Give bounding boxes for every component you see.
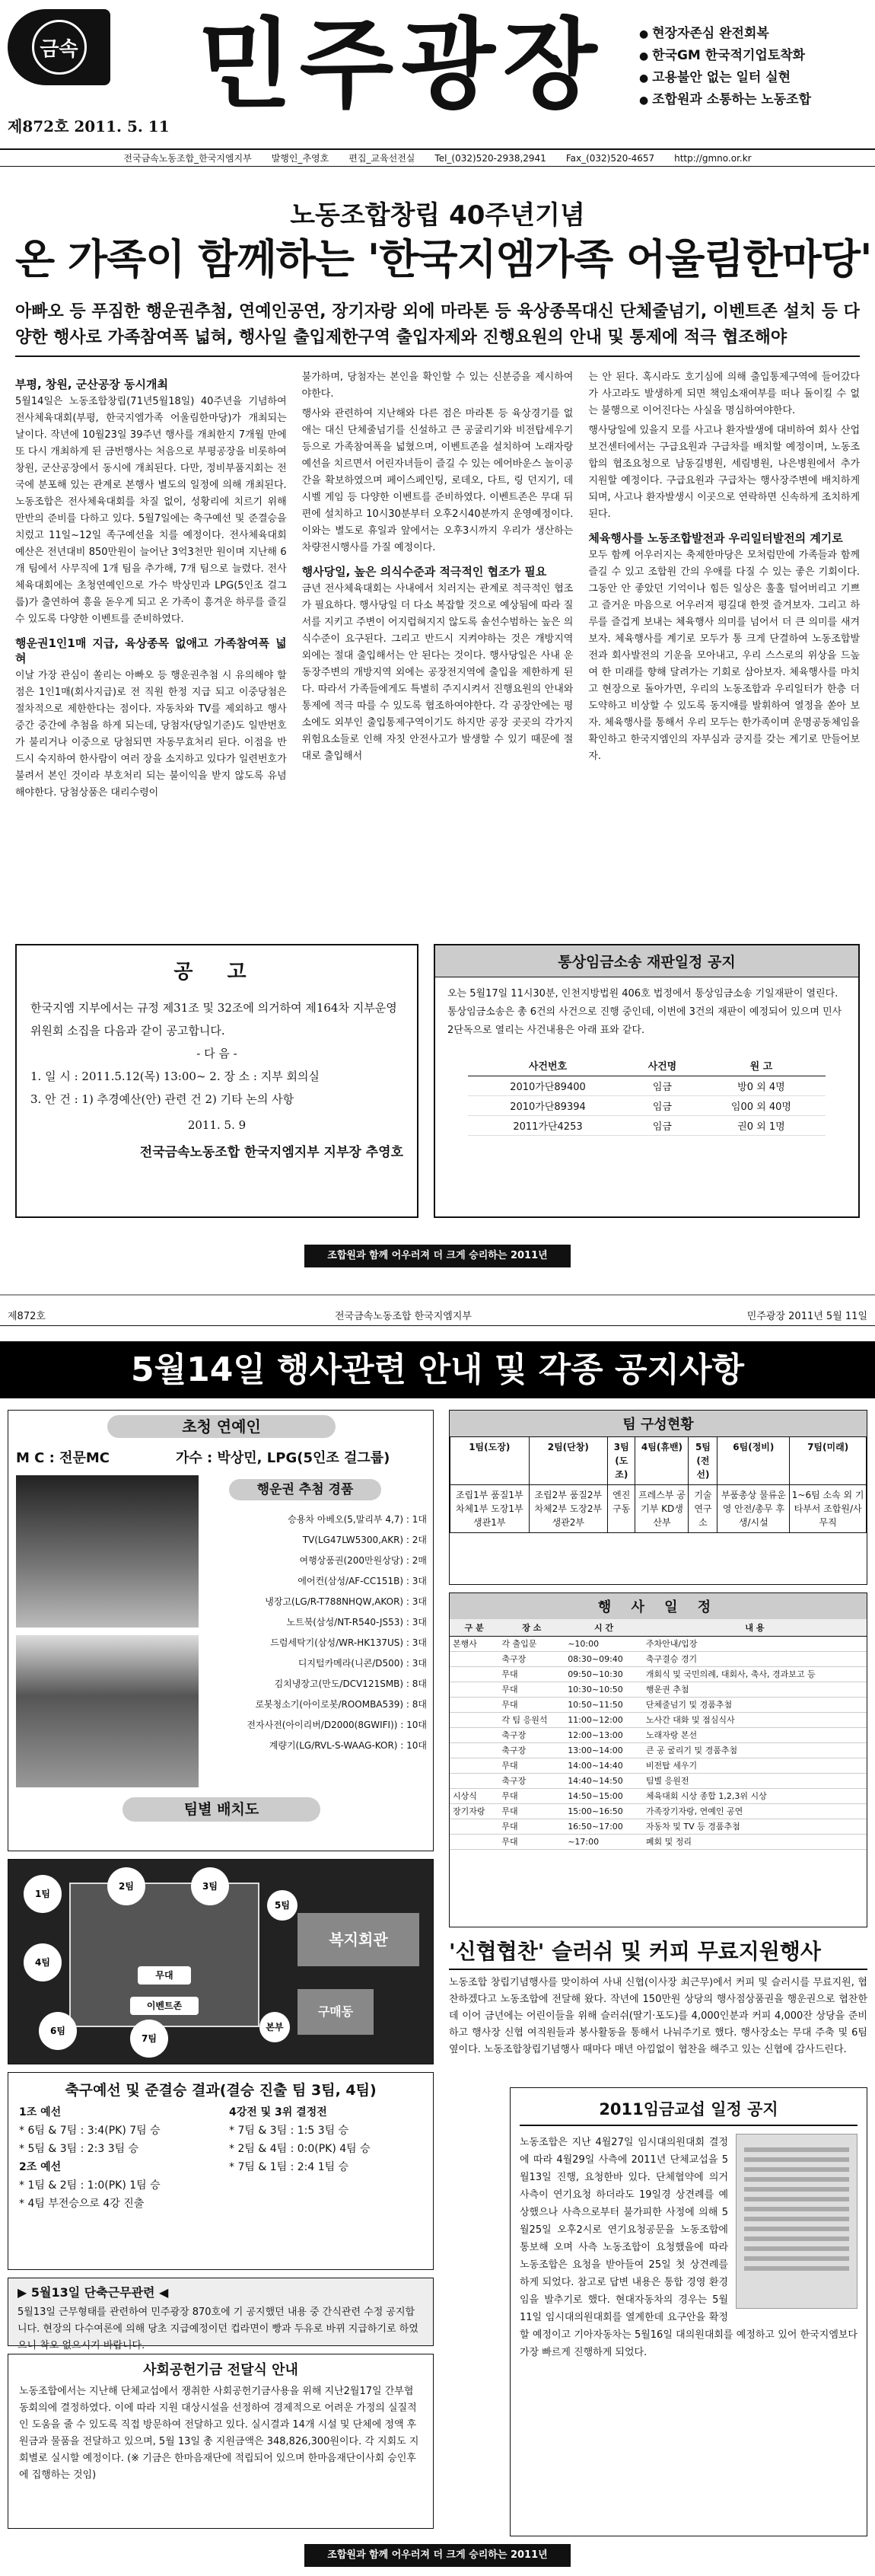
official-notice-box [15,944,418,1218]
table-cell: 16:50~17:00 [565,1819,643,1835]
table-cell [450,1835,498,1850]
table-cell: 권0 외 1명 [697,1116,826,1136]
table-header: 사건번호 [468,1055,628,1076]
table-cell: 11:00~12:00 [565,1713,643,1728]
notice-title: 공 고 [173,961,260,984]
bargaining-title: 2011임금교섭 일정 공지 [520,2097,858,2126]
table-row [450,1652,867,1667]
schedule-title: 행 사 일 정 [450,1593,867,1619]
prize-item: 드럼세탁기(삼성/WR-HK137US) : 3대 [270,1637,427,1648]
result-line: 2조 예선 [19,2161,62,2173]
table-cell: 각 출입문 [498,1637,565,1652]
table-header: 장 소 [498,1619,565,1637]
soccer-results-title: 축구예선 및 준결승 결과(결승 진출 팀 3팀, 4팀) [65,2082,377,2099]
wage-title: 통상임금소송 재판일정 공지 [435,945,858,977]
section-heading: 행운권1인1매 지급, 육상종목 없애고 가족참여폭 넓혀 [15,636,287,665]
result-line: 1조 예선 [19,2106,62,2119]
table-cell: 엔진구동 [608,1485,635,1533]
table-header: 구 분 [450,1619,498,1637]
table-cell: 14:50~15:00 [565,1789,643,1804]
table-cell: 2011가단4253 [468,1116,628,1136]
table-header: 2팀(단창) [529,1437,608,1485]
table-cell: 14:00~14:40 [565,1758,643,1774]
zone-marker: 6팀 [39,2012,77,2050]
prize-item: 여행상품권(200만원상당) : 2매 [299,1555,427,1566]
table-header: 7팀(미래) [790,1437,867,1485]
prize-item: 승용차 아베오(5,말리부 4,7) : 1대 [288,1514,427,1525]
table-cell: ~17:00 [565,1835,643,1850]
singer-name: 가수 : 박상민, LPG(5인조 걸그룹) [176,1450,390,1466]
table-cell: 큰 공 굴리기 및 경품추첨 [643,1743,867,1758]
info-publisher: 발행인_추영호 [271,153,329,164]
newspaper-title: 민주광장 [198,8,605,122]
table-header-row [468,1055,826,1076]
table-cell [450,1713,498,1728]
table-cell: 부품총상 물류운영 안전/총무 후생/시설 [718,1485,790,1533]
result-line: * 6팀 & 7팀 : 3:4(PK) 7팀 승 [19,2125,161,2137]
paragraph: 모두 함께 어우러지는 축제한마당은 모처럼만에 가족들과 함께 즐길 수 있고 조합원 간의 우애를 다질 수 있는 좋은 기회이다. 그동안 안 좋았던 기억이나 힘든 일상은 훌훌 털어버리고 기쁘고 즐거운 마음으로 어우러져 평길대 한껏 즐겨보자. 그리고 하루를 즐겁게 보내는 체육행사 의미를 넘어서 더 큰 의미를 새겨보자. 체육행사를 계기로 모두가 통 크게 단결하여 노동조합발전과 회사발전의 기운을 모아내고, 우리 스스로의 위상을 드높여 한 미래를 향해 달려가는 기회로 삼아보자. 체육행사를 마치고 현장으로 돌아가면, 우리의 노동조합과 우리일터가 한층 더 도약하고 비상할 수 있도록 동지애를 발휘하여 열정을 쏟아 보자. 체육행사를 통해서 우리 모두는 한가족이며 운명공동체임을 확인하고 한국지엠인의 자부심과 긍지를 갖는 계기로 만들어보자. [588,550,861,762]
team-title: 팀 구성현황 [450,1411,867,1436]
prize-item: 로봇청소기(아이로봇/ROOMBA539) : 8대 [255,1699,427,1710]
zone-marker: 5팀 [267,1890,298,1921]
table-cell: 10:30~10:50 [565,1682,643,1698]
table-header: 5팀(전선) [689,1437,718,1485]
table-row [450,1728,867,1743]
notice-sub: - 다 음 - [196,1047,237,1060]
page2-date: 민주광장 2011년 5월 11일 [746,1311,867,1322]
union-goals [639,23,867,111]
prize-title: 행운권 추첨 경품 [229,1479,381,1500]
table-cell: 13:00~14:00 [565,1743,643,1758]
table-cell: 노래자랑 본선 [643,1728,867,1743]
table-cell [450,1774,498,1789]
table-cell: 임금 [628,1096,697,1116]
table-cell [450,1819,498,1835]
table-cell: 14:40~14:50 [565,1774,643,1789]
schedule-table [450,1619,867,1850]
result-line: * 7팀 & 1팀 : 2:4 1팀 승 [229,2161,349,2173]
subheadline: 아빠오 등 푸짐한 행운권추첨, 연예인공연, 장기자랑 외에 마라톤 등 육상종목대신 단체줄넘기, 이벤트존 설치 등 다양한 행사로 가족참여폭 넓혀, 행사일 출입제한구역 출입자제와 진행요원의 안내 및 통제에 적극 협조해야 [15,299,860,357]
prize-item: 김치냉장고(만도/DCV121SMB) : 8대 [274,1679,427,1689]
table-cell: 임금 [628,1076,697,1096]
prize-item: TV(LG47LW5300,AKR) : 2대 [302,1535,427,1545]
table-row [450,1758,867,1774]
prize-item: 에어컨(삼성/AF-CC151B) : 3대 [298,1576,427,1586]
prize-item: 냉장고(LG/R-T788NHQW,AKOR) : 3대 [265,1596,427,1607]
table-cell: 1~6팀 소속 외 기타부서 조합원/사무직 [790,1485,867,1533]
paragraph: 5월14일은 노동조합창립(71년5월18일) 40주년을 기념하여 전사체육대회(부평, 한국지엠가족 어울림한마당)가 개최되는 날이다. 작년에 10월23일 39주년 행사를 개최한지 7개월 만에 또 다시 개최하게 된 금번행사는 처음으로 부평공장을 비롯하여 창원, 군산공장에서 동시에 개최된다. 다만, 정비부품지회는 전국에 분포해 있는 관계로 본행사 별도의 일정에 의해 개최된다. 노동조합은 전사체육대회를 차질 없이, 성황리에 치르기 위해 만반의 준비를 다하고 있다. 5월7일에는 축구예선 및 준결승을 치렀고 11일~12일 족구예선을 치를 예정이다. 전사체육대회 예산은 전년대비 850만원이 늘어난 3억3천만 원이며 지난해 6개 팀에서 사무직에 1개 팀을 추가해, 7개 팀으로 늘렸다. 전사체육대회에는 초청연예인으로 가수 박상민과 LPG(5인조 걸그룹)가 출연하여 흥을 돋우게 되고 온 가족이 흥겨운 하루를 즐길 수 있도록 다양한 이벤트를 준비하였다. [15,396,287,625]
table-cell: 무대 [498,1758,565,1774]
social-fund-title: 사회공헌기금 전달식 안내 [143,2362,298,2378]
welfare-building: 복지회관 [298,1913,419,1966]
result-line: * 5팀 & 3팀 : 2:3 3팀 승 [19,2143,139,2155]
table-cell [450,1667,498,1682]
page2-banner: 5월14일 행사관련 안내 및 각종 공지사항 [0,1341,875,1398]
bargaining-body: 노동조합은 지난 4월27일 임시대의원대회 결정에 따라 4월29일 사측에 2011년 단체교섭을 5월13일 진행, 요청한바 있다. 단체협약에 의거 사측이 연기요청 하더라도 19일경 상견례를 예상했으나 사측으로부터 불가피한 사정에 의해 5월25일 오후2시로 연기요청공문을 노동조합에 통보해 오며 사측 노동조합이 요청했을에 따라 노동조합은 요청을 받아들여 25일 첫 상견례를 하게 되었다. 참고로 답변 내용은 통합 경영 환경임을 발추기로 했다. 현대자동차의 경우는 5월11일 임시대의원대회를 열계한데 요구안을 확정할 예정이고 기아자동차는 5월16일 대의원대회를 예정하고 있어 한국지엠보다 가장 빠르게 진행하게 되었다. [520,2137,858,2358]
zone-marker: 본부 [259,2012,290,2042]
table-cell: 08:30~09:40 [565,1652,643,1667]
social-fund-notice [8,2354,434,2529]
paragraph: 이날 가장 관심이 쏠리는 아빠오 등 행운권추첨 시 유의해야 할 점은 1인1매(회사지급)로 전 직원 한정 지급 되고 이중당첨은 절차적으로 제한한다는 점이다. 자동차와 TV를 제외하고 행사 중간 중간에 추첨을 하게 되는데, 당첨자(당일기준)도 일반번호가 불리거나 이중으로 당첨되면 자동무효처리 된다. 이점을 반드시 숙지하여 한사람이 여러 장을 소지하고 있다가 일련번호가 불려서 본인 것이라 부호처리 되는 불이익을 받지 않도록 유념해야한다. 당첨상품은 대리수령이 [15,670,287,799]
page-footer-slogan: 조합원과 함께 어우러져 더 크게 승리하는 2011년 [304,2544,571,2567]
union-logo [8,9,110,85]
table-row [450,1485,867,1533]
table-cell: 비전탑 세우기 [643,1758,867,1774]
coffee-title: '신협협찬' 슬러쉬 및 커피 무료지원행사 [449,1935,867,1970]
page2-org: 전국금속노동조합 한국지엠지부 [335,1311,472,1322]
table-cell: 자동차 및 TV 등 경품추첨 [643,1819,867,1835]
logo-text: 금속 [32,20,87,75]
table-cell: 2010가단89400 [468,1076,628,1096]
lawsuit-table [468,1055,826,1136]
notice-date: 2011. 5. 9 [187,1118,247,1132]
table-header: 사건명 [628,1055,697,1076]
girlgroup-photo [16,1635,199,1787]
goal-item: ● 고용불안 없는 일터 실현 [639,67,867,89]
short-work-title: ▶ 5월13일 단축근무관련 ◀ [18,2285,169,2300]
wage-lawsuit-box [434,944,860,1218]
result-line: * 1팀 & 2팀 : 1:0(PK) 1팀 승 [19,2179,161,2192]
event-schedule-box [449,1592,867,1927]
table-cell: 주차안내/입장 [643,1637,867,1652]
wage-bargaining-notice [510,2087,867,2536]
table-cell: 임00 외 40명 [697,1096,826,1116]
issue-number: 제872호 2011. 5. 11 [8,117,170,135]
publisher-info-bar [0,148,875,167]
page-2 [0,1294,875,2576]
table-cell [450,1682,498,1698]
notice-signature: 전국금속노동조합 한국지엠지부 지부장 추영호 [139,1145,403,1160]
table-cell: 시상식 [450,1789,498,1804]
team-layout-map [8,1859,434,2064]
table-row [468,1076,826,1096]
short-work-body: 5월13일 근무형태를 관련하여 민주광장 870호에 기 공지했던 내용 중 간식관련 수정 공지합니다. 현장의 다수여론에 의해 당초 지급예정이던 컵라면이 빵과 두유로 바뀌 지급하기로 하였으니 착오 없으시기 바랍니다. [18,2307,418,2351]
soccer-results-right [229,2103,427,2176]
notice-body: 한국지엠 지부에서는 규정 제31조 및 32조에 의거하여 제164차 지부운영위원회 소집을 다음과 같이 공고합니다. [30,1001,397,1038]
section-heading: 행사당일, 높은 의식수준과 적극적인 협조가 필요 [301,565,547,579]
table-cell [450,1652,498,1667]
purchase-building: 구매동 [298,1989,374,2035]
table-cell [450,1728,498,1743]
table-cell: 본행사 [450,1637,498,1652]
mc-name: M C : 전문MC [16,1450,110,1466]
page-footer-slogan: 조합원과 함께 어우러져 더 크게 승리하는 2011년 [304,1245,571,1267]
table-header: 내 용 [643,1619,867,1637]
table-cell: 팀별 응원전 [643,1774,867,1789]
short-work-notice [8,2278,434,2351]
article-body [15,369,860,925]
table-row [450,1774,867,1789]
table-cell: ~10:00 [565,1637,643,1652]
table-row [450,1789,867,1804]
table-cell: 각 팀 응원석 [498,1713,565,1728]
soccer-results-box [8,2072,434,2270]
table-cell: 개회식 및 국민의례, 대회사, 축사, 경과보고 등 [643,1667,867,1682]
table-cell [450,1743,498,1758]
table-cell: 단체줄넘기 및 경품추첨 [643,1698,867,1713]
document-scan-image [736,2134,858,2309]
paragraph: 는 안 된다. 혹시라도 호기심에 의해 출입통제구역에 들어갔다가 사고라도 발생하게 되면 책임소재여부를 떠나 돌이킬 수 없는 불행으로 이어진다는 사실을 명심하여야한다. [588,371,861,416]
headline-kicker: 노동조합창립 40주년기념 [290,200,585,231]
page2-issue: 제872호 [8,1311,46,1322]
section-heading: 부평, 창원, 군산공장 동시개최 [15,378,168,391]
info-editor: 편집_교육선전실 [348,153,415,164]
soccer-results-left [19,2103,217,2213]
table-cell: 조립1부 품질1부 차체1부 도장1부 생관1부 [450,1485,530,1533]
singer-photo [16,1475,199,1628]
table-cell: 무대 [498,1789,565,1804]
table-row [468,1096,826,1116]
table-cell: 09:50~10:30 [565,1667,643,1682]
info-website-link[interactable]: http://gmno.or.kr [674,152,752,164]
notice-item: 1. 일 시 : 2011.5.12(목) 13:00~ 2. 장 소 : 지부 회의실 [30,1070,320,1083]
coffee-support-notice [449,1935,867,2080]
table-row [468,1116,826,1136]
table-row [450,1819,867,1835]
table-row [450,1835,867,1850]
zone-marker: 1팀 [24,1875,62,1913]
guest-title: 초청 연예인 [107,1415,336,1438]
info-fax: Fax_(032)520-4657 [565,152,655,164]
table-cell: 임금 [628,1116,697,1136]
team-composition-box [449,1410,867,1585]
page2-header [0,1303,875,1326]
table-cell: 기술연구소 [689,1485,718,1533]
table-row [450,1682,867,1698]
paragraph: 행사당일에 있을지 모를 사고나 환자발생에 대비하여 회사 산업보건센터에서는 구급요원과 구급차를 배치할 예정이며, 노동조합의 협조요청으로 남동길병원, 세림병원, 나은병원에서 추가 지원할 예정이다. 구급요원과 구급차는 행사장주변에 배치하게 되며, 사고나 환자발생시 이곳으로 연락하면 신속하게 조치하게 된다. [588,425,861,520]
coffee-body: 노동조합 창립기념행사를 맞이하여 사내 신협(이사장 최근무)에서 커피 및 슬러시를 무료지원, 협찬하겠다고 노동조합에 전달해 왔다. 작년에 150만원 상당의 행사점상품권을 행운권으로 협찬한데 이어 금년에는 어린이들을 위해 슬러쉬(딸기·포도)를 4,000인분과 커피 4,000잔 상당을 준비하고 행사장 신협 여직원들과 봉사활동을 통해서 나눠주기로 했다. 행사장소는 무대 주축 및 6팀 옆이다. 노동조합창립기념행사 때마다 매년 아낌없이 협찬을 해주고 있는 신협에 감사드린다. [449,1977,867,2055]
table-header: 원 고 [697,1055,826,1076]
section-heading: 체육행사를 노동조합발전과 우리일터발전의 계기로 [588,531,843,545]
table-header: 3팀(도조) [608,1437,635,1485]
zone-marker: 3팀 [191,1867,229,1905]
table-cell: 무대 [498,1667,565,1682]
table-header: 6팀(정비) [718,1437,790,1485]
table-cell: 행운권 추첨 [643,1682,867,1698]
goal-item: ● 현장자존심 완전회복 [639,23,867,45]
map-title: 팀별 배치도 [123,1797,320,1822]
table-row [450,1637,867,1652]
prize-list [214,1510,427,1756]
goal-item: ● 조합원과 소통하는 노동조합 [639,89,867,111]
paragraph: 금년 전사체육대회는 사내에서 치러지는 관계로 적극적인 협조가 필요하다. 행사당일 더 다소 복잡할 것으로 예상됨에 따라 질서를 지키고 주변이 어지럽혀지지 않도록 솔선수범하는 높은 의식수준이 요구된다. 그리고 반드시 지켜야하는 것은 개방지역 외에는 절대 출입해서는 안 된다는 것이다. 행사당일은 사내 운동장주변의 개방지역 외에는 공장전지역에 출입을 제한하게 된다. 따라서 가족들에게도 특별히 주지시켜서 진행요원의 안내와 통제에 적극 따를 수 있도록 협조하여야한다. 각 공장안에는 평소에도 외부인 출입통제구역이기도 하지만 공장 곳곳의 각가지 위험요소들로 인해 자칫 안전사고가 발생할 수 있기 때문에 절대로 출입해서 [301,583,574,762]
table-cell: 2010가단89394 [468,1096,628,1116]
table-cell: 12:00~13:00 [565,1728,643,1743]
wage-body: 오는 5월17일 11시30분, 인천지방법원 406호 법정에서 통상임금소송 기일재판이 열린다. 통상임금소송은 총 6건의 사건으로 진행 중인데, 이번에 3건의 재판이 예정되어 있으며 민사2단독으로 열리는 사건내용은 아래 표와 같다. [447,988,842,1036]
table-cell [450,1758,498,1774]
schedule-rows [450,1637,867,1850]
table-cell: 축구장 [498,1774,565,1789]
table-row [450,1667,867,1682]
paragraph: 행사와 관련하여 지난해와 다른 점은 마라톤 등 육상경기를 없애는 대신 단체줄넘기를 신설하고 큰 공굴리기와 비전탑세우기 등으로 가족참여폭을 넓혔으며, 이벤트존을 설치하여 노래자랑예선을 치르면서 어린자녀들이 즐길 수 있는 에어바운스 놀이공간을 확보하였으며 페이스페인팅, 로데오, 다트, 링 던지기, 데시벨 게임 등 다양한 이벤트를 준비하였다. 이벤트존은 무대 뒤편에 설치하고 10시30분부터 오후2시40분까지 운영예정이다. 이와는 별도로 휴일과 앞에서는 오후3시까지 우리가 생산하는 차량전시행사를 가질 예정이다. [301,408,574,553]
table-cell: 무대 [498,1819,565,1835]
masthead [0,0,875,164]
zone-marker: 7팀 [130,2020,168,2058]
prize-item: 디지털카메라(니콘/D500) : 3대 [298,1658,427,1669]
result-line: * 7팀 & 3팀 : 1:5 3팀 승 [229,2125,349,2137]
prize-item: 노트북(삼성/NT-R540-JS53) : 3대 [286,1617,427,1628]
zone-marker: 4팀 [24,1943,62,1981]
article-column-1 [15,369,287,925]
zone-marker: 2팀 [107,1867,145,1905]
table-cell: 노사간 대화 및 점심식사 [643,1713,867,1728]
result-line: * 2팀 & 4팀 : 0:0(PK) 4팀 승 [229,2143,371,2155]
result-line: * 4팀 부전승으로 4강 진출 [19,2198,145,2210]
social-fund-body: 노동조합에서는 지난해 단체교섭에서 쟁취한 사회공헌기금사용을 위해 지난2월17일 간부협동회의에 결정하였다. 이에 따라 지원 대상시설을 선정하여 경제적으로 어려운 가정의 실질적인 도움을 줄 수 있도록 직접 방문하여 전달하고 있다. 실시결과 14개 시설 및 단체에 정액 후원금과 물품을 전달하고 있으며, 5월 13일 총 지원금액은 348,826,300원이다. 각 지회도 지회별로 실시할 예정이다. (※ 기금은 한마음재단에 적립되어 있으며 한마음재단이사회 승인후에 집행하는 것임) [19,2386,419,2481]
table-row [450,1804,867,1819]
paragraph: 불가하며, 당첨자는 본인을 확인할 수 있는 신분증을 제시하여야한다. [301,371,574,400]
table-cell: 가족장기자랑, 연예인 공연 [643,1804,867,1819]
table-cell: 축구장 [498,1652,565,1667]
table-header: 시 간 [565,1619,643,1637]
table-cell: 무대 [498,1698,565,1713]
table-cell: 10:50~11:50 [565,1698,643,1713]
table-cell: 체육대회 시상 종합 1,2,3위 시상 [643,1789,867,1804]
article-column-3 [588,369,860,925]
event-zone-label: 이벤트존 [130,1997,199,2015]
prize-item: 전자사전(아이리버/D2000(8GWIFI)) : 10대 [247,1720,427,1730]
goal-item: ● 한국GM 한국적기업토착화 [639,45,867,67]
table-header: 1팀(도장) [450,1437,530,1485]
table-row [450,1713,867,1728]
table-cell: 무대 [498,1682,565,1698]
result-line: 4강전 및 3위 결정전 [229,2106,327,2119]
stage-label: 무대 [138,1966,191,1985]
info-tel: Tel_(032)520-2938,2941 [434,152,546,164]
table-cell: 방0 외 4명 [697,1076,826,1096]
guest-section [8,1410,434,1851]
table-cell: 장기자랑 [450,1804,498,1819]
table-cell: 축구장 [498,1728,565,1743]
table-header-row [450,1437,867,1485]
table-cell: 15:00~16:50 [565,1804,643,1819]
table-header: 4팀(휴밴) [635,1437,689,1485]
table-cell: 축구결승 경기 [643,1652,867,1667]
table-cell: 조립2부 품질2부 차체2부 도장2부 생관2부 [529,1485,608,1533]
info-org: 전국금속노동조합_한국지엠지부 [123,153,252,164]
notice-item: 3. 안 건 : 1) 추경예산(안) 관련 건 2) 기타 논의 사항 [30,1092,294,1106]
table-cell [450,1698,498,1713]
table-cell: 프레스부 공기부 KD생산부 [635,1485,689,1533]
table-row [450,1698,867,1713]
main-headline: 온 가족이 함께하는 '한국지엠가족 어울림한마당' [15,234,872,283]
table-header-row [450,1619,867,1637]
team-table [450,1436,867,1533]
table-cell: 무대 [498,1804,565,1819]
table-cell: 무대 [498,1835,565,1850]
article-column-2 [302,369,574,925]
table-row [450,1743,867,1758]
table-cell: 축구장 [498,1743,565,1758]
prize-item: 계량기(LG/RVL-S-WAAG-KOR) : 10대 [269,1740,427,1751]
table-cell: 폐회 및 정리 [643,1835,867,1850]
